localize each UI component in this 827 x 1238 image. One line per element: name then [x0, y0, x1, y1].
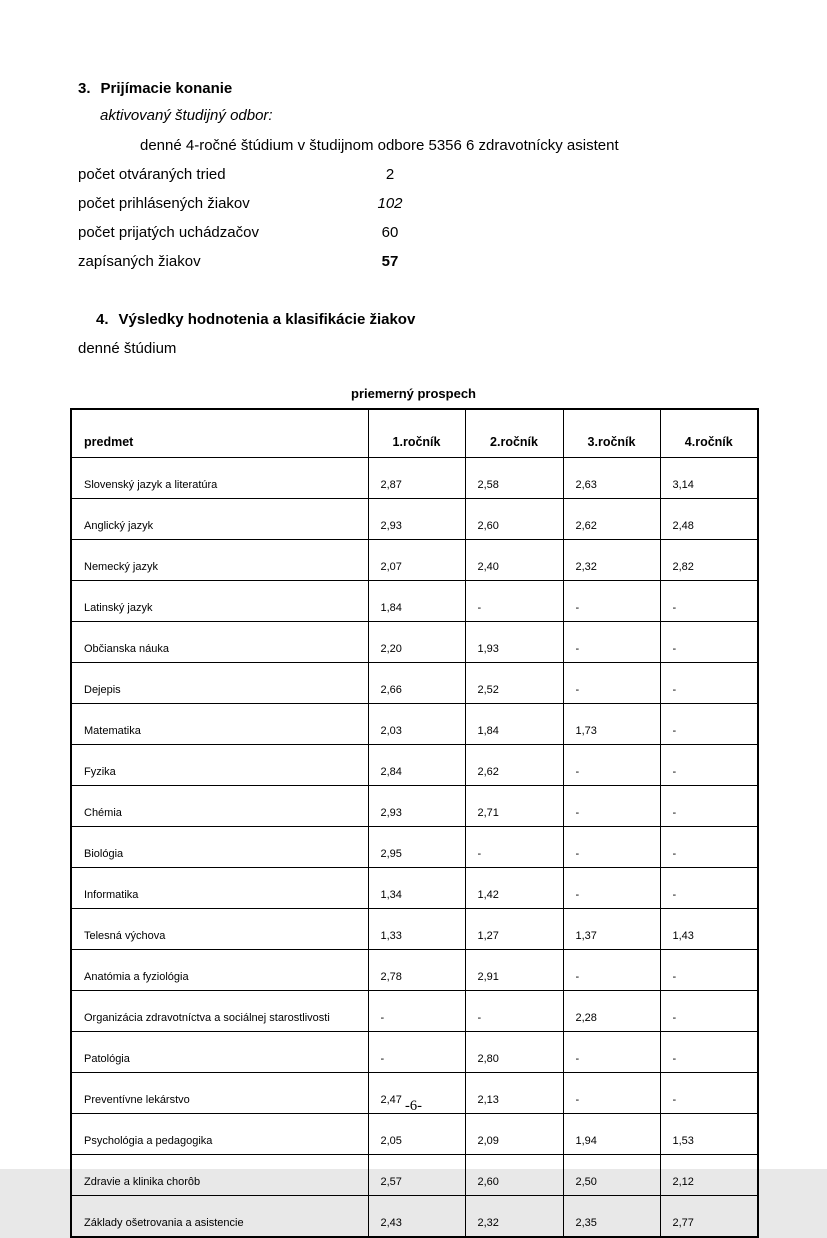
grade-value-cell: 2,82 — [660, 540, 758, 581]
subject-cell: Nemecký jazyk — [71, 540, 368, 581]
grade-value-cell: - — [660, 581, 758, 622]
col-header-predmet: predmet — [71, 409, 368, 458]
subject-cell: Patológia — [71, 1032, 368, 1073]
table-row — [71, 622, 758, 663]
grade-value-cell: - — [660, 663, 758, 704]
study-program-line: denné 4-ročné štúdium v študijnom odbore 5356 6 zdravotnícky asistent — [140, 137, 619, 154]
grade-value-cell: - — [563, 745, 660, 786]
subject-cell: Informatika — [71, 868, 368, 909]
table-row — [71, 458, 758, 499]
grade-value-cell: 2,93 — [368, 786, 465, 827]
grade-value-cell: 2,52 — [465, 663, 563, 704]
stat-row-enrolled-students — [0, 253, 827, 271]
grade-value-cell: 2,48 — [660, 499, 758, 540]
grade-value-cell: 2,71 — [465, 786, 563, 827]
grade-value-cell: 2,77 — [660, 1196, 758, 1238]
section-3-subheading: aktivovaný študijný odbor: — [100, 107, 273, 124]
table-header-row — [71, 409, 758, 458]
table-row — [71, 540, 758, 581]
table-body — [71, 458, 758, 1238]
grade-value-cell: 2,28 — [563, 991, 660, 1032]
subject-cell: Anatómia a fyziológia — [71, 950, 368, 991]
grade-value-cell: 2,66 — [368, 663, 465, 704]
grade-value-cell: 2,05 — [368, 1114, 465, 1155]
subject-cell: Zdravie a klinika chorôb — [71, 1155, 368, 1196]
grade-value-cell: 2,78 — [368, 950, 465, 991]
grade-value-cell: - — [563, 663, 660, 704]
grade-value-cell: - — [660, 950, 758, 991]
grade-value-cell: 2,58 — [465, 458, 563, 499]
grade-value-cell: - — [563, 581, 660, 622]
subject-cell: Organizácia zdravotníctva a sociálnej starostlivosti — [71, 991, 368, 1032]
table-row — [71, 1155, 758, 1196]
stat-label: zapísaných žiakov — [78, 253, 201, 270]
subject-cell: Chémia — [71, 786, 368, 827]
subject-cell: Anglický jazyk — [71, 499, 368, 540]
grade-value-cell: 3,14 — [660, 458, 758, 499]
grade-value-cell: 2,09 — [465, 1114, 563, 1155]
grade-value-cell: - — [465, 991, 563, 1032]
grade-value-cell: 2,60 — [465, 1155, 563, 1196]
grade-value-cell: - — [563, 622, 660, 663]
grade-value-cell: 2,40 — [465, 540, 563, 581]
section-4-number: 4. — [96, 311, 109, 328]
grade-value-cell: - — [563, 786, 660, 827]
subject-cell: Preventívne lekárstvo — [71, 1073, 368, 1114]
subject-cell: Matematika — [71, 704, 368, 745]
table-row — [71, 499, 758, 540]
grade-value-cell: 1,42 — [465, 868, 563, 909]
stat-row-accepted-applicants — [0, 224, 827, 242]
grade-value-cell: 2,32 — [465, 1196, 563, 1238]
grade-value-cell: 2,35 — [563, 1196, 660, 1238]
stat-value: 57 — [381, 253, 399, 270]
grade-value-cell: 1,84 — [368, 581, 465, 622]
subject-cell: Základy ošetrovania a asistencie — [71, 1196, 368, 1238]
grade-value-cell: - — [465, 581, 563, 622]
grade-value-cell: 2,93 — [368, 499, 465, 540]
section-3-title: Prijímacie konanie — [100, 80, 233, 97]
grade-value-cell: 2,07 — [368, 540, 465, 581]
stat-value: 2 — [385, 166, 395, 183]
grade-value-cell: - — [368, 991, 465, 1032]
table-title: priemerný prospech — [351, 386, 476, 401]
section-4-title: Výsledky hodnotenia a klasifikácie žiakov — [118, 311, 416, 328]
subject-cell: Psychológia a pedagogika — [71, 1114, 368, 1155]
grade-value-cell: - — [660, 745, 758, 786]
table-row — [71, 786, 758, 827]
grade-value-cell: 1,33 — [368, 909, 465, 950]
grade-value-cell: 1,53 — [660, 1114, 758, 1155]
grade-value-cell: 2,91 — [465, 950, 563, 991]
table-row — [71, 1032, 758, 1073]
table-row — [71, 663, 758, 704]
page-number: -6- — [405, 1098, 422, 1114]
stat-value: 102 — [377, 195, 403, 212]
subject-cell: Latinský jazyk — [71, 581, 368, 622]
subject-cell: Fyzika — [71, 745, 368, 786]
table-row — [71, 991, 758, 1032]
table-row — [71, 581, 758, 622]
subject-cell: Slovenský jazyk a literatúra — [71, 458, 368, 499]
grade-value-cell: 1,93 — [465, 622, 563, 663]
stat-label: počet otváraných tried — [78, 166, 226, 183]
grade-value-cell: 2,43 — [368, 1196, 465, 1238]
table-row — [71, 827, 758, 868]
grade-value-cell: 1,37 — [563, 909, 660, 950]
section-3-number: 3. — [78, 80, 91, 97]
grade-value-cell: - — [465, 827, 563, 868]
subject-cell: Občianska náuka — [71, 622, 368, 663]
grade-value-cell: 2,57 — [368, 1155, 465, 1196]
grade-value-cell: - — [660, 786, 758, 827]
grade-value-cell: - — [563, 1073, 660, 1114]
grade-value-cell: 1,34 — [368, 868, 465, 909]
grade-value-cell: - — [368, 1032, 465, 1073]
subject-cell: Dejepis — [71, 663, 368, 704]
grade-value-cell: 2,13 — [465, 1073, 563, 1114]
grade-value-cell: - — [563, 827, 660, 868]
table-row — [71, 950, 758, 991]
grade-value-cell: 2,62 — [563, 499, 660, 540]
grade-value-cell: 1,43 — [660, 909, 758, 950]
grade-value-cell: 2,50 — [563, 1155, 660, 1196]
table-row — [71, 1114, 758, 1155]
grade-value-cell: - — [660, 704, 758, 745]
section-3-heading — [78, 80, 232, 97]
stat-row-opened-classes — [0, 166, 827, 184]
col-header-rocnik-3: 3.ročník — [563, 409, 660, 458]
subject-cell: Telesná výchova — [71, 909, 368, 950]
grade-value-cell: 2,62 — [465, 745, 563, 786]
grade-value-cell: - — [563, 950, 660, 991]
grade-value-cell: 2,84 — [368, 745, 465, 786]
grade-value-cell: 2,03 — [368, 704, 465, 745]
grade-value-cell: - — [563, 1032, 660, 1073]
grade-value-cell: 1,27 — [465, 909, 563, 950]
grade-value-cell: 2,20 — [368, 622, 465, 663]
section-4-heading — [96, 311, 415, 328]
grade-value-cell: 1,73 — [563, 704, 660, 745]
table-row — [71, 1196, 758, 1238]
grade-value-cell: 2,87 — [368, 458, 465, 499]
grade-value-cell: 2,32 — [563, 540, 660, 581]
grade-value-cell: 2,95 — [368, 827, 465, 868]
table-row — [71, 868, 758, 909]
stat-label: počet prihlásených žiakov — [78, 195, 250, 212]
grade-value-cell: 2,12 — [660, 1155, 758, 1196]
grade-value-cell: - — [660, 868, 758, 909]
grade-value-cell: - — [563, 868, 660, 909]
grade-value-cell: 2,60 — [465, 499, 563, 540]
stat-value: 60 — [381, 224, 399, 241]
grade-value-cell: 1,94 — [563, 1114, 660, 1155]
col-header-rocnik-1: 1.ročník — [368, 409, 465, 458]
grade-value-cell: 2,63 — [563, 458, 660, 499]
grade-value-cell: - — [660, 1032, 758, 1073]
table-row — [71, 745, 758, 786]
grade-value-cell: - — [660, 991, 758, 1032]
section-4-subheading: denné štúdium — [78, 340, 177, 357]
subject-cell: Biológia — [71, 827, 368, 868]
stat-row-applied-students — [0, 195, 827, 213]
col-header-rocnik-2: 2.ročník — [465, 409, 563, 458]
grade-value-cell: - — [660, 827, 758, 868]
grade-value-cell: - — [660, 622, 758, 663]
grade-value-cell: 2,47 — [368, 1073, 465, 1114]
table-row — [71, 704, 758, 745]
grade-value-cell: 2,80 — [465, 1032, 563, 1073]
stat-label: počet prijatých uchádzačov — [78, 224, 259, 241]
col-header-rocnik-4: 4.ročník — [660, 409, 758, 458]
grade-value-cell: 1,84 — [465, 704, 563, 745]
grade-value-cell: - — [660, 1073, 758, 1114]
table-row — [71, 909, 758, 950]
